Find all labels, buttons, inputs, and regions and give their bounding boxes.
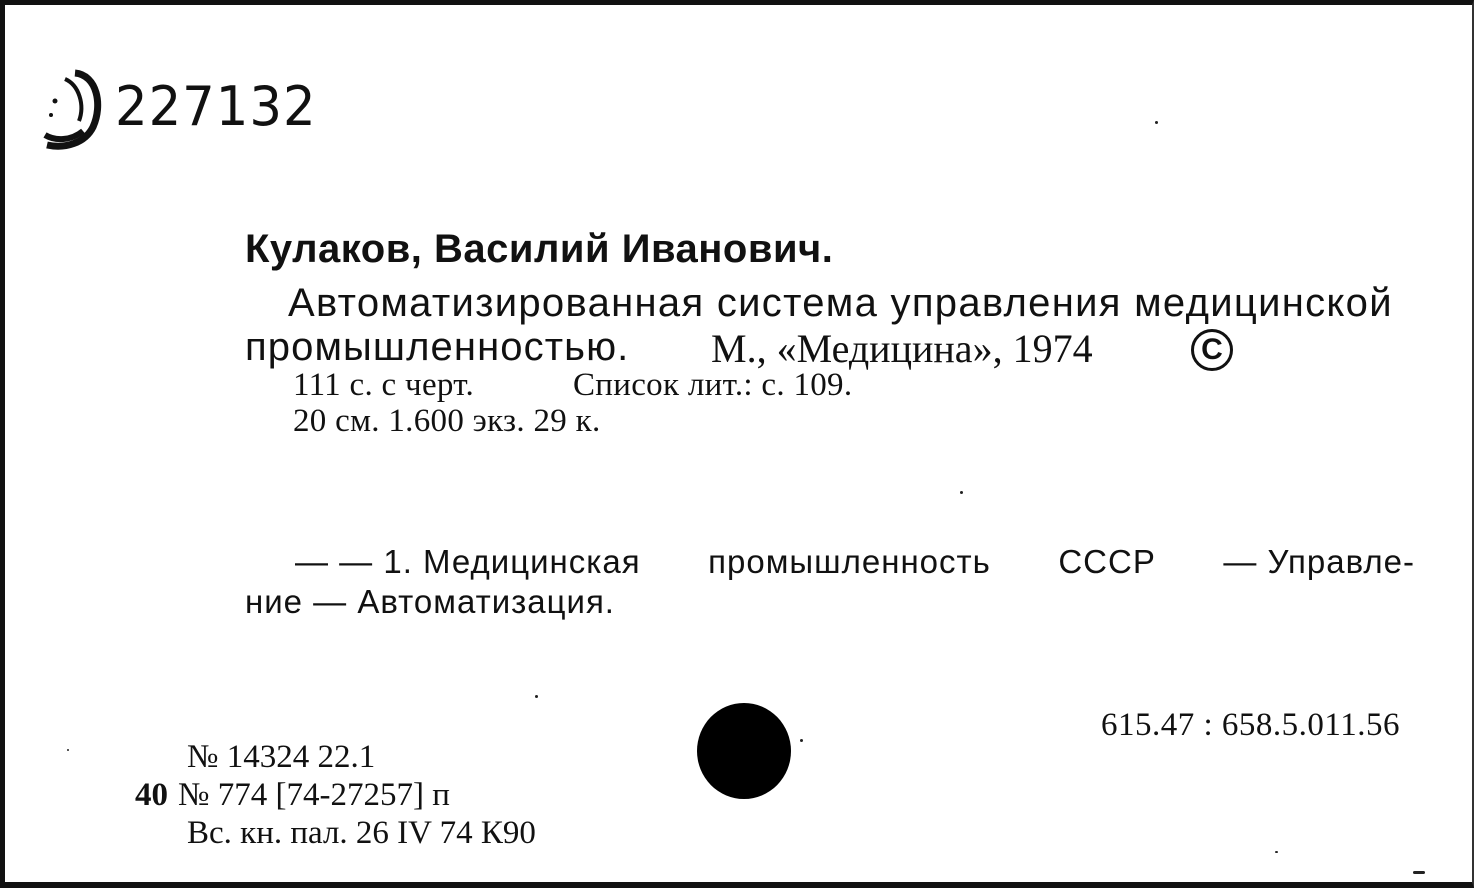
subject-headings-line-2: ние — Автоматизация. <box>245 583 615 620</box>
udc-classification: 615.47 : 658.5.011.56 <box>1101 707 1400 743</box>
title-line-2: промышленностью. <box>245 325 630 369</box>
scan-speck <box>800 739 803 742</box>
scan-speck <box>67 749 69 751</box>
scan-speck <box>1155 121 1158 124</box>
publication-info: М., «Медицина», 1974 <box>711 326 1093 371</box>
handwritten-inventory-number: 227132 <box>115 75 317 138</box>
scan-speck <box>535 695 538 698</box>
author-heading: Кулаков, Василий Иванович. <box>245 227 834 271</box>
scan-speck <box>1275 851 1278 853</box>
subject-part: промышленность <box>708 543 991 580</box>
scan-speck <box>1413 871 1425 874</box>
subject-part: — — 1. Медицинская <box>295 543 641 580</box>
subject-part: СССР <box>1058 543 1156 580</box>
edition-info: 20 см. 1.600 экз. 29 к. <box>293 403 601 439</box>
registration-line <box>135 777 450 814</box>
book-chamber-line: Вс. кн. пал. 26 IV 74 К90 <box>187 815 536 851</box>
literature-info: Список лит.: с. 109. <box>573 367 853 403</box>
subject-headings-line-1 <box>295 543 1415 581</box>
title-line-1: Автоматизированная система управления медицинской <box>288 281 1393 325</box>
subject-part: — Управле- <box>1223 543 1415 580</box>
library-stamp-mark <box>35 65 107 153</box>
registration-prefix: 40 <box>135 777 168 813</box>
pages-info: 111 с. с черт. <box>293 367 475 403</box>
scan-speck <box>960 491 963 494</box>
order-number-line: № 14324 22.1 <box>187 739 376 775</box>
registration-number: № 774 [74-27257] п <box>178 777 450 813</box>
punch-hole <box>697 703 791 799</box>
copyright-icon: С <box>1191 329 1233 371</box>
